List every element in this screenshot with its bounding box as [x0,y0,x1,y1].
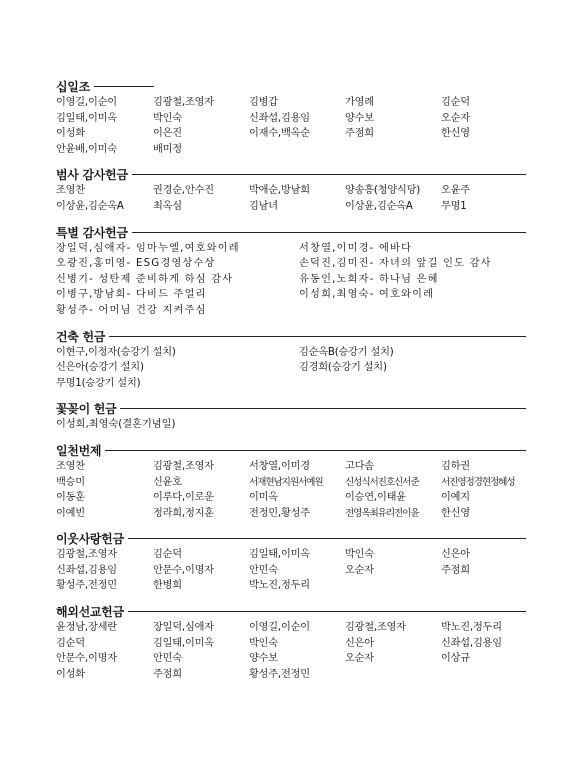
thanks-entry: 유동인,노희자- 하나님 은혜 [299,273,439,285]
donor-name: 가영례 [345,97,374,108]
donor-name: 신은아 [441,549,470,561]
donor-name: 안윤배,이미숙 [56,143,117,155]
donor-name: 양수보 [345,112,374,124]
donor-name: 신좌섭,김용임 [249,112,310,124]
name-grid [56,241,526,319]
thanks-entry: 이병구,방남희- 다비드 주얼리 [56,289,207,301]
donor-name: 이영길,이순이 [249,622,310,634]
donor-name: 정라희,정지훈 [153,507,214,519]
thanks-entry: 오광진,홍미영- ESG경영상수상 [56,258,216,270]
donor-name: 박애순,방남희 [249,185,310,197]
section-header [56,400,526,417]
section-title: 특별 감사헌금 [56,225,128,240]
section-header [56,530,526,547]
donor-name: 양송흥(청양식당) [345,185,421,197]
donor-name: 김하권 [441,460,470,472]
thanks-entry: 장일덕,심애자- 임마누엘,여호와이레 [56,242,240,254]
donor-name: 서진영정경현정혜성 [441,476,515,488]
donor-name: 주점희 [345,128,374,140]
donor-name: 김순덕 [153,549,182,561]
section-title: 해외선교헌금 [56,605,124,620]
section-thousand-offering [56,442,526,521]
donor-name [441,142,526,158]
name-grid [56,345,526,392]
donor-name: 신좌섭,김용임 [441,637,502,649]
section-rule [132,174,526,175]
section-header [56,78,526,95]
donor-name: 서창열,이미경 [249,460,310,472]
donor-name: 전정민,황성주 [249,507,310,519]
section-rule [94,86,154,87]
donor-name: 신은아 [345,637,374,649]
donor-name [249,142,345,158]
section-tithe [56,78,526,157]
thanks-entry: 신병기- 성탄제 준비하게 하심 감사 [56,273,234,285]
donor-name: 주점희 [153,668,182,680]
donor-name: 이은진 [153,128,182,140]
donor-name: 박인숙 [249,637,278,649]
donor-name: 서재현남지원서예원 [249,476,323,488]
donor-name: 안민숙 [249,564,278,576]
donor-name: 김일태,이미옥 [56,112,117,124]
donor-name: 김순옥B(승강기 설치) [299,346,394,358]
donor-name: 이성희,최영숙(결혼기념일) [56,419,176,431]
donor-name [345,142,441,158]
donor-name: 권경순,안수진 [153,185,214,197]
donor-name: 조영찬 [56,460,85,472]
donor-name: 이예빈 [56,507,85,519]
donor-name: 오윤주 [441,185,470,197]
donor-name: 신윤호 [153,476,182,488]
donor-name: 최옥심 [153,200,182,212]
section-overseas-mission [56,603,526,682]
thanks-entry [299,303,526,319]
donor-name: 박인숙 [153,112,182,124]
section-general-thanks [56,166,526,214]
donor-name: 양수보 [249,653,278,665]
donor-name: 신좌섭,김용임 [56,564,117,576]
donor-name: 이루다,이로운 [153,492,214,504]
thanks-entry: 이성희,최영숙- 여호와이레 [299,289,435,301]
donor-name: 박노진,정두리 [441,622,502,634]
donor-name: 김일태,이미옥 [249,549,310,561]
donor-name: 이승연,이태윤 [345,492,406,504]
donor-name: 오순자 [345,564,374,576]
name-grid [56,620,526,682]
name-grid [56,547,526,594]
donor-name: 무명1 [441,200,467,212]
donor-name: 박인숙 [345,549,374,561]
section-rule [132,232,526,233]
donor-name: 이상규 [441,653,470,665]
donor-name: 신은아(승강기 설치) [56,362,144,374]
donor-name: 이성화 [56,668,85,680]
donor-name: 김광철,조영자 [56,549,117,561]
section-title: 건축 헌금 [56,329,106,344]
section-header [56,224,526,241]
section-rule [120,408,526,409]
donor-name: 안문수,이명자 [56,653,117,665]
section-rule [105,450,526,451]
donor-name: 한병희 [153,580,182,592]
section-header [56,442,526,459]
section-header [56,166,526,183]
donor-name [441,578,526,594]
donor-name: 조영찬 [56,185,85,197]
donor-name: 김광철,조영자 [345,622,406,634]
section-title: 십일조 [56,80,90,94]
donor-name: 김광철,조영자 [153,460,214,472]
donor-name: 고다솜 [345,460,374,472]
donor-name: 주점희 [441,564,470,576]
donor-name: 오순자 [441,112,470,124]
donor-name: 이상윤,김순옥A [345,200,413,212]
donor-name: 장일덕,심애자 [153,622,214,634]
donor-name: 김병갑 [249,97,278,108]
donor-name: 전영옥최유리전이윤 [345,507,419,519]
donor-name: 박노진,정두리 [249,580,310,592]
donor-name: 한신영 [441,128,470,140]
donor-name: 이영길,이순이 [56,97,117,108]
name-grid [56,459,526,521]
donor-name: 이재수,백옥순 [249,128,310,140]
donor-name: 백승미 [56,476,85,488]
donor-name: 안민숙 [153,653,182,665]
donor-name: 황성주,전정민 [249,668,310,680]
section-rule [109,336,526,337]
section-flower [56,400,526,433]
donor-name: 이상윤,김순옥A [56,200,124,212]
donor-name: 무명1(승강기 설치) [56,377,141,389]
donor-name: 이현구,이정자(승강기 설치) [56,346,176,358]
donor-name: 김광철,조영자 [153,97,214,108]
section-header [56,603,526,620]
donor-name: 황성주,전정민 [56,580,117,592]
donor-name: 김순덕 [56,637,85,649]
donor-name [299,376,526,392]
donor-name: 오순자 [345,653,374,665]
section-title: 일천번제 [56,443,102,458]
thanks-entry: 손덕진,김미진- 자녀의 앞길 인도 감사 [299,258,492,270]
section-rule [128,538,526,539]
section-neighbor-love [56,530,526,594]
section-title: 범사 감사헌금 [56,168,128,183]
donor-name: 신성식서진호신서준 [345,476,419,488]
thanks-entry: 서창열,이미경- 에바다 [299,242,413,254]
name-grid [56,183,526,214]
donor-name: 김남녀 [249,200,278,212]
section-building [56,328,526,392]
section-title: 이웃사랑헌금 [56,532,124,547]
donor-name: 배미정 [153,143,182,155]
donor-name [345,578,441,594]
section-title: 꽃꽂이 헌금 [56,402,117,417]
section-rule [128,611,526,612]
donor-name: 윤정남,장세란 [56,622,117,634]
donor-name: 이미옥 [249,492,278,504]
offering-list-page [56,78,526,682]
section-header [56,328,526,345]
donor-name: 김경희(승강기 설치) [299,362,387,374]
donor-name [441,667,526,683]
donor-name [345,667,441,683]
donor-name: 이동훈 [56,492,85,504]
donor-name: 안문수,이명자 [153,564,214,576]
section-special-thanks [56,224,526,319]
donor-name: 김순덕 [441,97,470,108]
donor-name: 한신영 [441,507,470,519]
name-grid [56,95,526,157]
donor-name: 김일태,이미옥 [153,637,214,649]
donor-name: 이성화 [56,128,85,140]
donor-name: 이예지 [441,492,470,504]
thanks-entry: 황성주- 어머님 건강 지켜주심 [56,304,207,316]
